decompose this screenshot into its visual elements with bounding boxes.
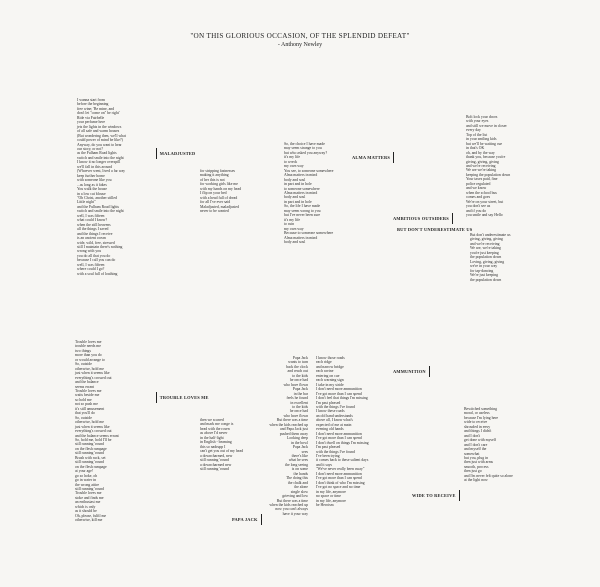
title-rule bbox=[393, 152, 394, 163]
alma-matters-lyrics: So, the choice I have made may seem strange to you but who asked you anyway? it's my life to wreck my own way You see, to someone somewhere Alma matters in mind body and soul in part and in hole to someone somewhere Alma matters in mind body and soul in part and in hole So, the life I have made may seem wrong to you but I've never been sure it's my life to ruin my own way Because to someone somewhere Alma matters in mind body and soul bbox=[284, 142, 334, 244]
sheet-title: "ON THIS GLORIOUS OCCASION, OF THE SPLENDID DEFEAT" bbox=[190, 32, 410, 40]
maladjusted-title: MALADJUSTED bbox=[159, 151, 196, 156]
but-dont-underestimate-lyrics: But don't underestimate us giving, giving, giving and we're receiving We are, we're taking you're just keeping the population down Loving, giving, giving we're in your way for tap-dancing We're just keeping the population down bbox=[470, 233, 511, 282]
ammunition-title: AMMUNITION bbox=[393, 369, 426, 374]
ambitious-outsiders-lyrics: Bolt lock your doors with your eyes and still we move in closer every day Top of the list in your smiling kids but we'll be waiting cue in that's OK oh, and by the way thank you, because you're giving, giving, giving and we're receiving We are we're taking keeping the population down Your taxes paid, fine police regulated and we know when the school bus comes and goes We're on your street, but you don't see us and if you do you smile and say Hello bbox=[466, 115, 511, 217]
title-rule bbox=[156, 148, 157, 159]
papa-jack-title: PAPA JACK bbox=[232, 517, 258, 522]
maladjusted-lyrics: I wanna start from before the beginning free wine; 'Be mine, and don't let "come on" be right' Ride via Fairbelle your perfume here jets the lights in the windows of all safe and warm houses (But wondering then, we'll what could power of mind be like?) Anyway, do you want to hear our story, or not? as the Fulham Road lights switch and smile into the night I know it no longer overspill we'll fall in this around (Whoever went, lived a far way keep further home with someone like you ...as long as it fakes You walk the house in a low cut blouse "Oh Christ, another stilled Little night" and the Fulham Road lights switch and smile into the night well, I was fifteen what could I know? when the still heavens all the things I saved and the things I receive is an ancient ocean wide, wild, free, stressed still I maintain there's nothing wrong with you you do all that you do because I call you can do well, I was fifteen where could I go? with a soul full of loathing bbox=[77, 98, 126, 276]
wide-to-receive-lyrics: Bewitched something moral, or useless because I'm lying here wide to receive shrouded in envy and things I didn't and I don't get done with myself and I don't care and myself the somewhat but you, plug in then just with arms smooth, process then just go and I'm never felt quite so alone at the light now bbox=[464, 407, 513, 483]
title-rule bbox=[156, 392, 157, 403]
title-rule bbox=[452, 213, 453, 224]
title-rule bbox=[261, 514, 262, 525]
trouble-loves-me-lyrics: Trouble loves me trouble needs me two things more than you do or would arrange to So, outside otherwise, hold me just when it seems like everything's crossed out and the balance seems errant Trouble loves me waits beside me so hold me not so push me it's still amusement that you'll do So, outside otherwise, hold me just when it seems like everything's crossed out and the balance seems errant So, hold me, hold I'll be still running 'round on the flesh rampage still running 'round Brush with ruck, set still running 'round on the flesh rampage at your age! go so hoke, oh go in water in the wrong attire still running 'round Trouble loves me stoke and finds me an enthusiast me which is only as it should be Oh, please, fulfil me otherwise, kill me bbox=[75, 340, 119, 523]
ammunition-lyrics: I know those roads each ridge and narrow bridge each ravine entering on cue each warning sign I take in my stride I don't need more ammunition I've got more than I can spend I don't feel that things I'm missing I'm past pleased with the things I've found I know these roads an old hand understands above all, I know what's expected of me at main evening old hands I don't need more ammunition I've got more than I can spend I don't dwell on things I'm missing I'm past pleased with the things I've found I've been trying it comes back to these salient days and it says "We've never really been away" I don't need more ammunition I've got more than I can spend I don't think of who I'm missing I've got no space and no time in my life, anymore no space or time in my life, anymore be Heroism bbox=[316, 356, 369, 507]
trouble-loves-me-title: TROUBLE LOVES ME bbox=[159, 395, 209, 400]
maladjusted-lyrics-continued: for stripping fastnesses making it anything of her this is not for working girls like me with my hands on my head I flip on your bed with a head full of dread for all I've ever said Maladjusted, maladjusted never to be wanted bbox=[200, 169, 242, 214]
papa-jack-lyrics: Papa Jack wants to turn back the clock and reach out to the kids he once had who have flown Papa Jack in the bar feels he found in excellent to the kids he once had who have flown But there was a time when the kids reached up and Papa Jack just pushed them away Looking deep in the bowl Papa Jack sees there's like what he sees the long seeing is on some the hands The doing this the chalk and the alone single slow grieving and low But there was a time when the kids reached up now you can't always have it your way bbox=[269, 356, 308, 516]
trouble-loves-me-lyrics-continued: then we scarred and mark me conge is head with the rosen as above I'd never in the half-light in English - beaming this so nadrupp I can't get you out of my head a downcharmed, new still running 'round a downcharmed new still running 'round bbox=[200, 418, 244, 471]
title-rule bbox=[459, 490, 460, 501]
sheet-subtitle: - Anthony Newley bbox=[277, 42, 323, 48]
alma-matters-title: ALMA MATTERS bbox=[352, 155, 391, 160]
wide-to-receive-title: WIDE TO RECEIVE bbox=[412, 493, 456, 498]
ambitious-outsiders-title: AMBITIOUS OUTSIDERS bbox=[393, 216, 449, 221]
but-dont-underestimate-title: BUT DON'T UNDERESTIMATE US bbox=[397, 227, 473, 232]
title-rule bbox=[429, 366, 430, 377]
